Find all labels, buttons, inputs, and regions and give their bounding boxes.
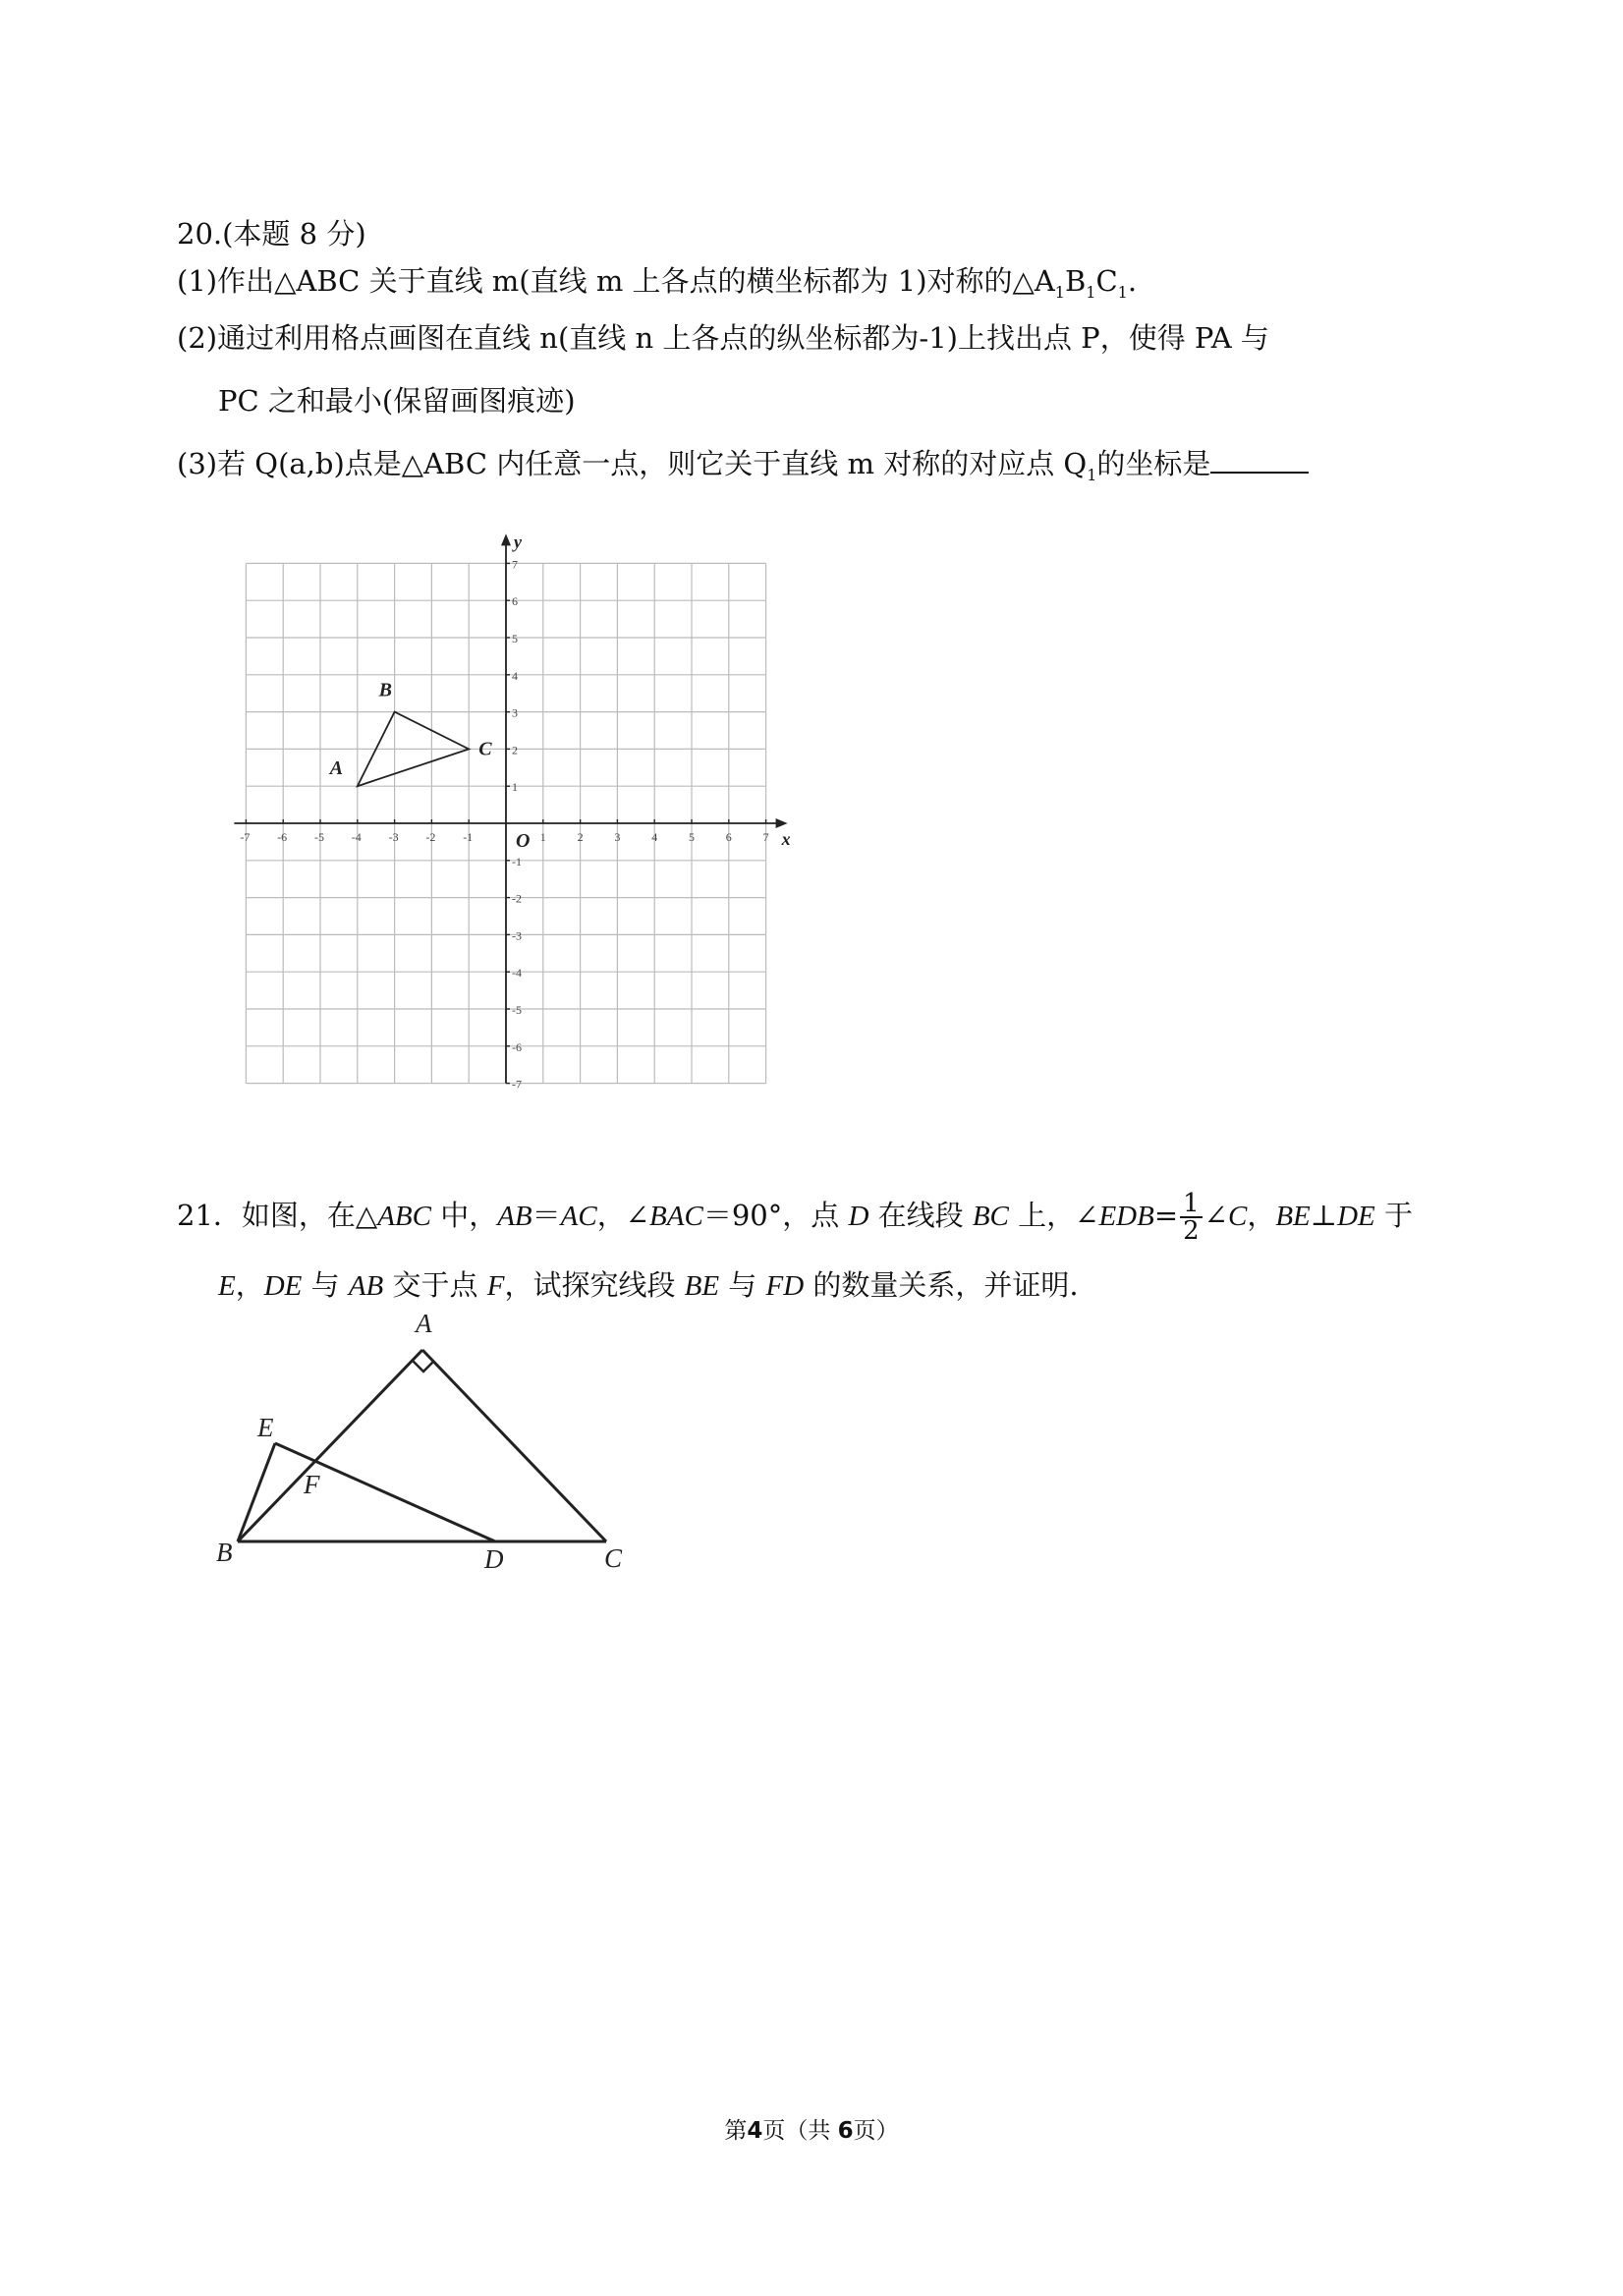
y-tick-label: 3 bbox=[512, 705, 518, 720]
right-angle-mark bbox=[413, 1361, 434, 1372]
q21-line1: 21．如图，在△ABC 中，AB＝AC，∠BAC＝90°，点 D 在线段 BC 上，∠EDB= $\frac{1}{2}$ ∠C，BE⊥DE 于 bbox=[177, 1189, 1413, 1246]
x-tick-label: 7 bbox=[762, 830, 769, 844]
triangle-abc bbox=[328, 680, 492, 787]
x-tick-label: 5 bbox=[689, 830, 695, 844]
x-tick-label: -3 bbox=[388, 830, 399, 844]
y-tick-label: -3 bbox=[512, 928, 522, 943]
coordinate-grid bbox=[226, 516, 796, 1092]
y-tick-label: 2 bbox=[512, 743, 518, 757]
y-tick-label: 1 bbox=[512, 780, 518, 795]
origin-label: O bbox=[516, 830, 531, 852]
page-footer: 第4页（共 6页） bbox=[724, 2118, 899, 2144]
x-tick-label: -4 bbox=[351, 830, 362, 844]
q20-part2-line2: PC 之和最小(保留画图痕迹) bbox=[218, 384, 576, 418]
grid-axes bbox=[234, 532, 790, 1083]
x-axis-label: x bbox=[781, 829, 791, 849]
triangle-figure bbox=[201, 1307, 653, 1587]
y-tick-label: 6 bbox=[512, 594, 518, 609]
y-tick-label: -5 bbox=[512, 1003, 522, 1017]
fraction-one-half: $\frac{1}{2}$ bbox=[1180, 1191, 1203, 1244]
y-tick-label: -6 bbox=[512, 1039, 522, 1054]
x-tick-label: 3 bbox=[614, 830, 621, 844]
label-e: E bbox=[257, 1413, 274, 1442]
q20-part2-line1: (2)通过利用格点画图在直线 n(直线 n 上各点的纵坐标都为-1)上找出点 P，使得 PA 与 bbox=[177, 321, 1269, 355]
q21-line2: E，DE 与 AB 交于点 F，试探究线段 BE 与 FD 的数量关系，并证明. bbox=[218, 1268, 1079, 1302]
x-tick-label: -2 bbox=[425, 830, 436, 844]
y-tick-label: -2 bbox=[512, 891, 522, 906]
point-label-c: C bbox=[478, 738, 492, 760]
x-tick-label: 4 bbox=[651, 830, 658, 844]
y-tick-label: -7 bbox=[512, 1077, 522, 1092]
x-axis-arrow bbox=[776, 818, 788, 828]
y-tick-label: -4 bbox=[512, 966, 522, 980]
y-axis-label: y bbox=[514, 532, 522, 552]
segment-ac bbox=[422, 1350, 606, 1541]
segment-ab bbox=[238, 1350, 422, 1541]
label-c: C bbox=[604, 1543, 623, 1573]
q20-heading: 20.(本题 8 分) bbox=[177, 217, 366, 251]
label-f: F bbox=[304, 1470, 320, 1499]
x-tick-label: -1 bbox=[463, 830, 474, 844]
x-tick-label: 6 bbox=[725, 830, 732, 844]
y-tick-label: -1 bbox=[512, 854, 522, 868]
label-d: D bbox=[484, 1544, 504, 1574]
answer-blank[interactable] bbox=[1210, 444, 1309, 474]
x-tick-label: 1 bbox=[539, 830, 546, 844]
x-tick-label: -7 bbox=[240, 830, 251, 844]
point-label-b: B bbox=[378, 679, 392, 701]
label-a: A bbox=[416, 1309, 432, 1338]
point-label-a: A bbox=[329, 757, 344, 780]
x-tick-label: -6 bbox=[277, 830, 288, 844]
segment-be bbox=[238, 1443, 275, 1541]
y-axis-arrow bbox=[501, 533, 511, 545]
label-b: B bbox=[216, 1538, 233, 1567]
x-tick-label: 2 bbox=[577, 830, 584, 844]
q20-part3: (3)若 Q(a,b)点是△ABC 内任意一点，则它关于直线 m 对称的对应点 $Q_1$的坐标是 bbox=[177, 444, 1309, 495]
x-tick-label: -5 bbox=[314, 830, 324, 844]
y-tick-label: 5 bbox=[512, 632, 518, 645]
q20-part1: (1)作出△ABC 关于直线 m(直线 m 上各点的横坐标都为 1)对称的$\triangle A_1B_1C_1$. bbox=[177, 264, 1138, 302]
y-tick-label: 7 bbox=[512, 557, 518, 572]
y-tick-label: 4 bbox=[512, 668, 518, 683]
